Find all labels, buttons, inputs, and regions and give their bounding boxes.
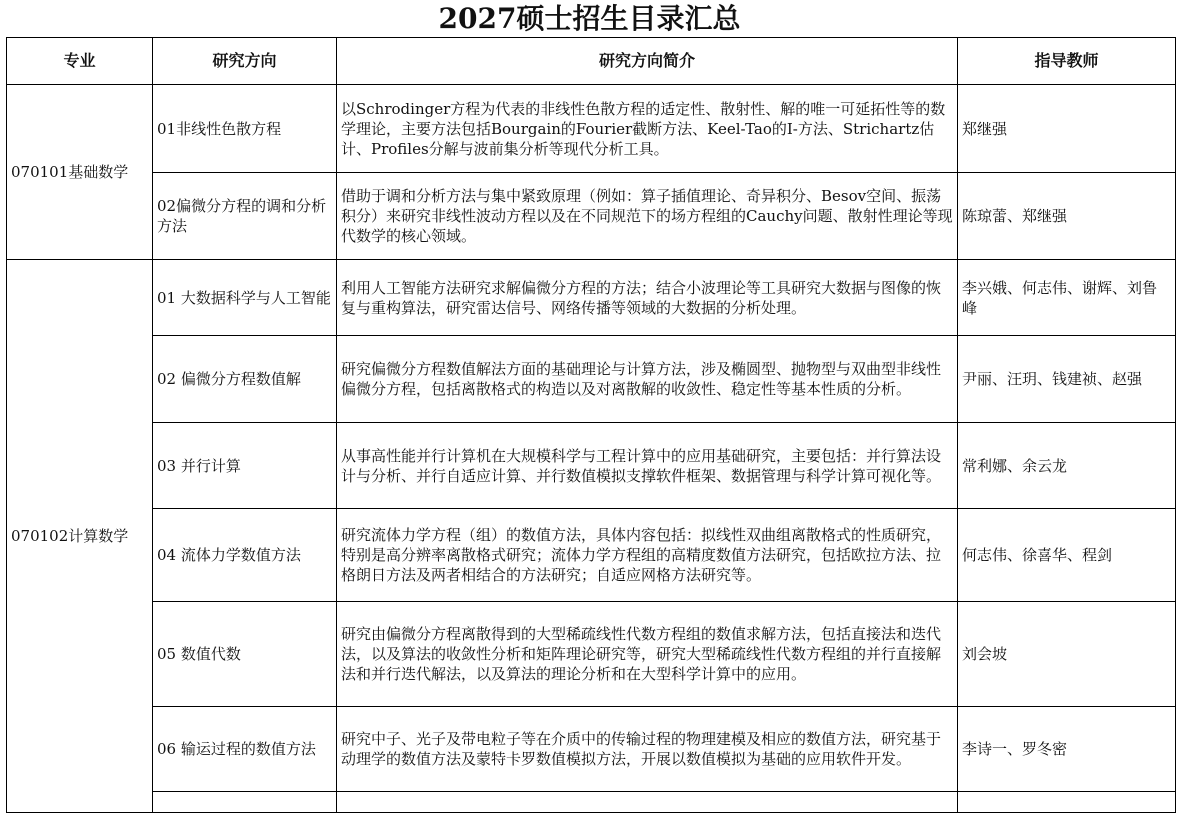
direction-cell: 05 数值代数: [153, 602, 337, 707]
table-header-row: [7, 38, 1176, 85]
advisors-cell: 常利娜、余云龙: [958, 423, 1176, 509]
direction-cell: 02 偏微分方程数值解: [153, 336, 337, 423]
advisors-cell: 陈琼蕾、郑继强: [958, 173, 1176, 260]
table-row: [7, 336, 1176, 423]
header-advisors: 指导教师: [958, 38, 1176, 85]
major-cell: 070102计算数学: [7, 260, 153, 813]
header-major: 专业: [7, 38, 153, 85]
advisors-cell: 刘会坡: [958, 602, 1176, 707]
table-row: [7, 173, 1176, 260]
table-row: [7, 423, 1176, 509]
advisors-cell: 李诗一、罗冬密: [958, 707, 1176, 792]
advisors-cell: 何志伟、徐喜华、程剑: [958, 509, 1176, 602]
intro-cell: 研究流体力学方程（组）的数值方法，具体内容包括：拟线性双曲组离散格式的性质研究，特别是高分辨率离散格式研究；流体力学方程组的高精度数值方法研究，包括欧拉方法、拉格朗日方法及两者相结合的方法研究；自适应网格方法研究等。: [337, 509, 958, 602]
intro-cell: 利用人工智能方法研究求解偏微分方程的方法；结合小波理论等工具研究大数据与图像的恢复与重构算法，研究雷达信号、网络传播等领域的大数据的分析处理。: [337, 260, 958, 336]
continuation-cell: [958, 792, 1176, 813]
direction-cell: 01非线性色散方程: [153, 85, 337, 173]
intro-cell: 研究中子、光子及带电粒子等在介质中的传输过程的物理建模及相应的数值方法，研究基于动理学的数值方法及蒙特卡罗数值模拟方法，开展以数值模拟为基础的应用软件开发。: [337, 707, 958, 792]
intro-cell: 研究偏微分方程数值解法方面的基础理论与计算方法，涉及椭圆型、抛物型与双曲型非线性偏微分方程，包括离散格式的构造以及对离散解的收敛性、稳定性等基本性质的分析。: [337, 336, 958, 423]
catalog-table: [6, 37, 1176, 813]
advisors-cell: 郑继强: [958, 85, 1176, 173]
header-direction: 研究方向: [153, 38, 337, 85]
intro-cell: 借助于调和分析方法与集中紧致原理（例如：算子插值理论、奇异积分、Besov空间、振荡积分）来研究非线性波动方程以及在不同规范下的场方程组的Cauchy问题、散射性理论等现代数学的核心领域。: [337, 173, 958, 260]
table-row: [7, 509, 1176, 602]
page-title: 2027硕士招生目录汇总: [438, 2, 741, 35]
continuation-cell: [153, 792, 337, 813]
direction-cell: 02偏微分方程的调和分析方法: [153, 173, 337, 260]
intro-cell: 以Schrodinger方程为代表的非线性色散方程的适定性、散射性、解的唯一可延拓性等的数学理论，主要方法包括Bourgain的Fourier截断方法、Keel-Tao的I-方法、Strichartz估计、Profiles分解与波前集分析等现代分析工具。: [337, 85, 958, 173]
major-cell: 070101基础数学: [7, 85, 153, 260]
direction-cell: 01 大数据科学与人工智能: [153, 260, 337, 336]
direction-cell: 03 并行计算: [153, 423, 337, 509]
intro-cell: 从事高性能并行计算机在大规模科学与工程计算中的应用基础研究，主要包括：并行算法设计与分析、并行自适应计算、并行数值模拟支撑软件框架、数据管理与科学计算可视化等。: [337, 423, 958, 509]
table-row: [7, 707, 1176, 792]
advisors-cell: 尹丽、汪玥、钱建祯、赵强: [958, 336, 1176, 423]
advisors-cell: 李兴娥、何志伟、谢辉、刘鲁峰: [958, 260, 1176, 336]
intro-cell: 研究由偏微分方程离散得到的大型稀疏线性代数方程组的数值求解方法，包括直接法和迭代法，以及算法的收敛性分析和矩阵理论研究等，研究大型稀疏线性代数方程组的并行直接解法和并行迭代解法，以及算法的理论分析和在大型科学计算中的应用。: [337, 602, 958, 707]
table-row: [7, 260, 1176, 336]
direction-cell: 06 输运过程的数值方法: [153, 707, 337, 792]
table-row: [7, 602, 1176, 707]
table-row: [7, 85, 1176, 173]
header-intro: 研究方向简介: [337, 38, 958, 85]
direction-cell: 04 流体力学数值方法: [153, 509, 337, 602]
table-row-continuation: [7, 792, 1176, 813]
continuation-cell: [337, 792, 958, 813]
